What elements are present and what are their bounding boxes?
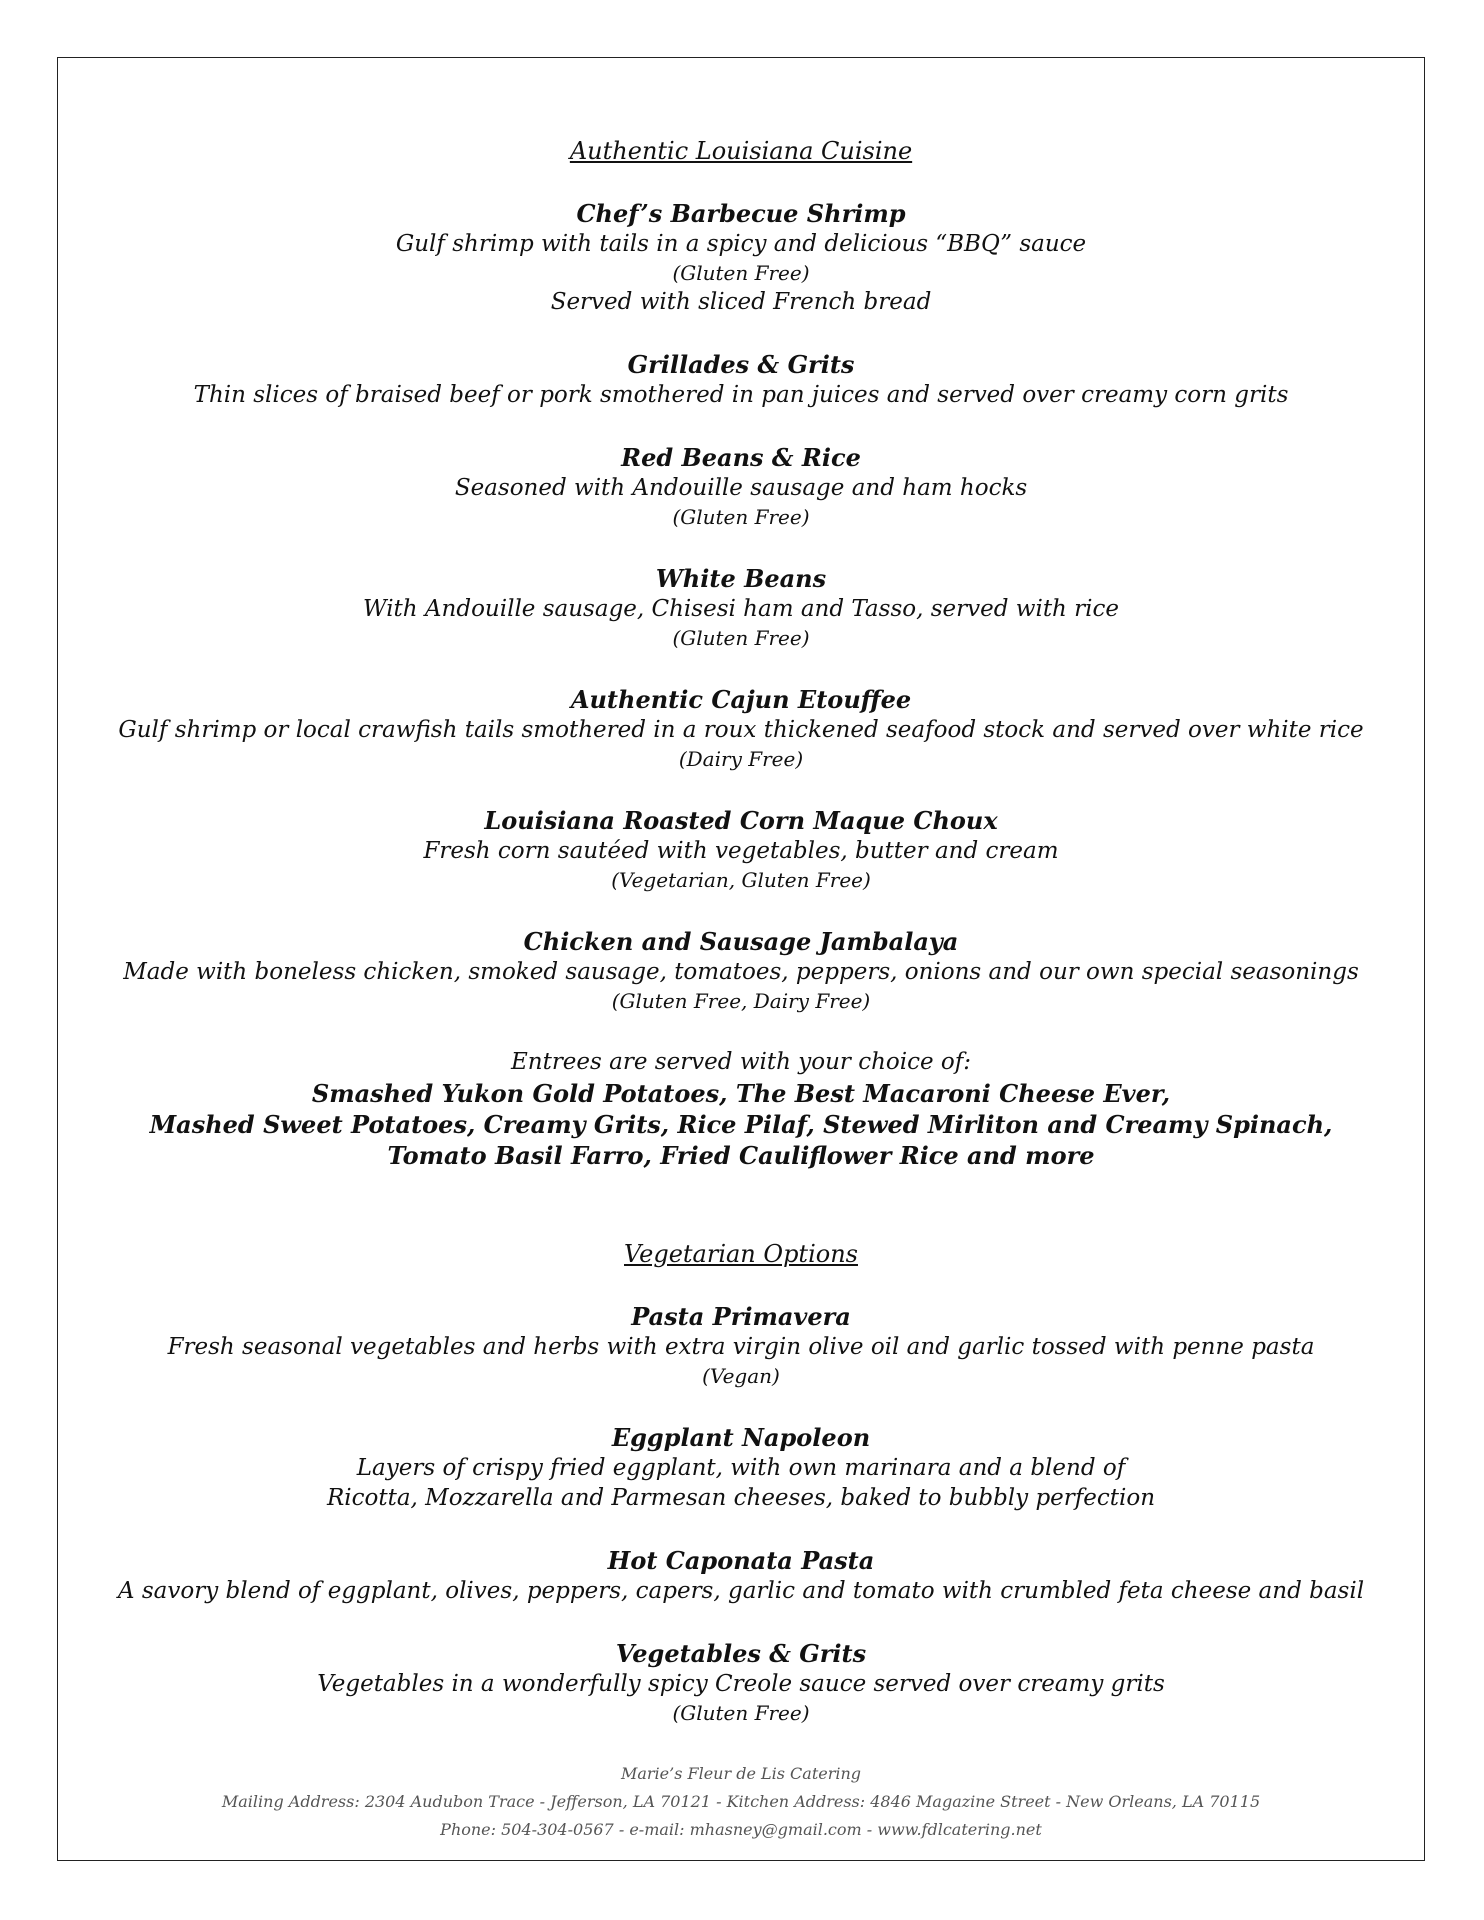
item-description: Made with boneless chicken, smoked sausage, tomatoes, peppers, onions and our own special seasonings [123, 959, 1359, 985]
menu-item [57, 926, 1425, 1015]
item-name: Vegetables & Grits [615, 1639, 867, 1668]
menu-item [57, 1638, 1425, 1727]
item-note: (Gluten Free) [672, 626, 810, 650]
item-note: (Gluten Free) [672, 261, 810, 285]
menu-item [57, 198, 1425, 317]
item-name: Red Beans & Rice [621, 443, 861, 472]
item-description: Fresh corn sautéed with vegetables, butter and cream [423, 838, 1059, 864]
sides-line: Mashed Sweet Potatoes, Creamy Grits, Rice Pilaf, Stewed Mirliton and Creamy Spinach, [149, 1110, 1333, 1139]
menu-item [57, 563, 1425, 652]
item-note: (Gluten Free, Dairy Free) [611, 989, 871, 1013]
item-note: (Gluten Free) [672, 1701, 810, 1725]
menu-item [57, 1545, 1425, 1606]
item-description: Vegetables in a wonderfully spicy Creole sauce served over creamy grits [317, 1671, 1165, 1697]
footer [57, 1760, 1425, 1844]
item-name: Pasta Primavera [631, 1302, 851, 1331]
item-name: Louisiana Roasted Corn Maque Choux [484, 806, 998, 835]
item-note: (Vegan) [702, 1364, 780, 1388]
sides-block [57, 1047, 1425, 1171]
item-name: White Beans [655, 564, 827, 593]
sides-line: Tomato Basil Farro, Fried Cauliflower Rice and more [387, 1141, 1095, 1170]
item-description: Seasoned with Andouille sausage and ham hocks [454, 475, 1028, 501]
item-name: Eggplant Napoleon [611, 1423, 871, 1452]
item-description-2: Served with sliced French bread [550, 289, 932, 315]
item-description: Layers of crispy fried eggplant, with own marinara and a blend of [356, 1455, 1126, 1481]
item-name: Chicken and Sausage Jambalaya [523, 927, 959, 956]
menu-item [57, 684, 1425, 773]
item-description: Gulf shrimp with tails in a spicy and delicious “BBQ” sauce [395, 231, 1087, 257]
footer-contact: Phone: 504-304-0567 - e-mail: mhasney@gmail.com - www.fdlcatering.net [440, 1820, 1042, 1839]
footer-company: Marie’s Fleur de Lis Catering [620, 1764, 862, 1783]
sides-line: Smashed Yukon Gold Potatoes, The Best Macaroni Cheese Ever, [311, 1079, 1171, 1108]
item-description: With Andouille sausage, Chisesi ham and Tasso, served with rice [362, 596, 1120, 622]
menu-content [57, 136, 1425, 1727]
item-name: Authentic Cajun Etouffee [570, 685, 912, 714]
menu-item [57, 1422, 1425, 1513]
menu-item [57, 442, 1425, 531]
item-description-2: Ricotta, Mozzarella and Parmesan cheeses, baked to bubbly perfection [326, 1485, 1156, 1511]
sides-intro: Entrees are served with your choice of: [510, 1049, 972, 1075]
menu-item [57, 805, 1425, 894]
item-name: Chef’s Barbecue Shrimp [576, 199, 906, 228]
item-name: Hot Caponata Pasta [607, 1546, 875, 1575]
item-description: Gulf shrimp or local crawfish tails smothered in a roux thickened seafood stock and served over white rice [118, 717, 1364, 743]
item-note: (Dairy Free) [678, 747, 804, 771]
footer-addresses: Mailing Address: 2304 Audubon Trace - Jefferson, LA 70121 - Kitchen Address: 4846 Magazine Street - New Orleans, LA 70115 [221, 1792, 1261, 1811]
item-description: Fresh seasonal vegetables and herbs with extra virgin olive oil and garlic tossed with penne pasta [167, 1334, 1315, 1360]
item-note: (Gluten Free) [672, 505, 810, 529]
item-description: A savory blend of eggplant, olives, peppers, capers, garlic and tomato with crumbled feta cheese and basil [117, 1578, 1365, 1604]
item-description: Thin slices of braised beef or pork smothered in pan juices and served over creamy corn grits [193, 382, 1289, 408]
item-note: (Vegetarian, Gluten Free) [611, 868, 871, 892]
section-title-vegetarian: Vegetarian Options [624, 1240, 858, 1268]
section-title-louisiana: Authentic Louisiana Cuisine [569, 137, 913, 165]
item-name: Grillades & Grits [627, 350, 855, 379]
menu-item [57, 349, 1425, 410]
menu-item [57, 1301, 1425, 1390]
